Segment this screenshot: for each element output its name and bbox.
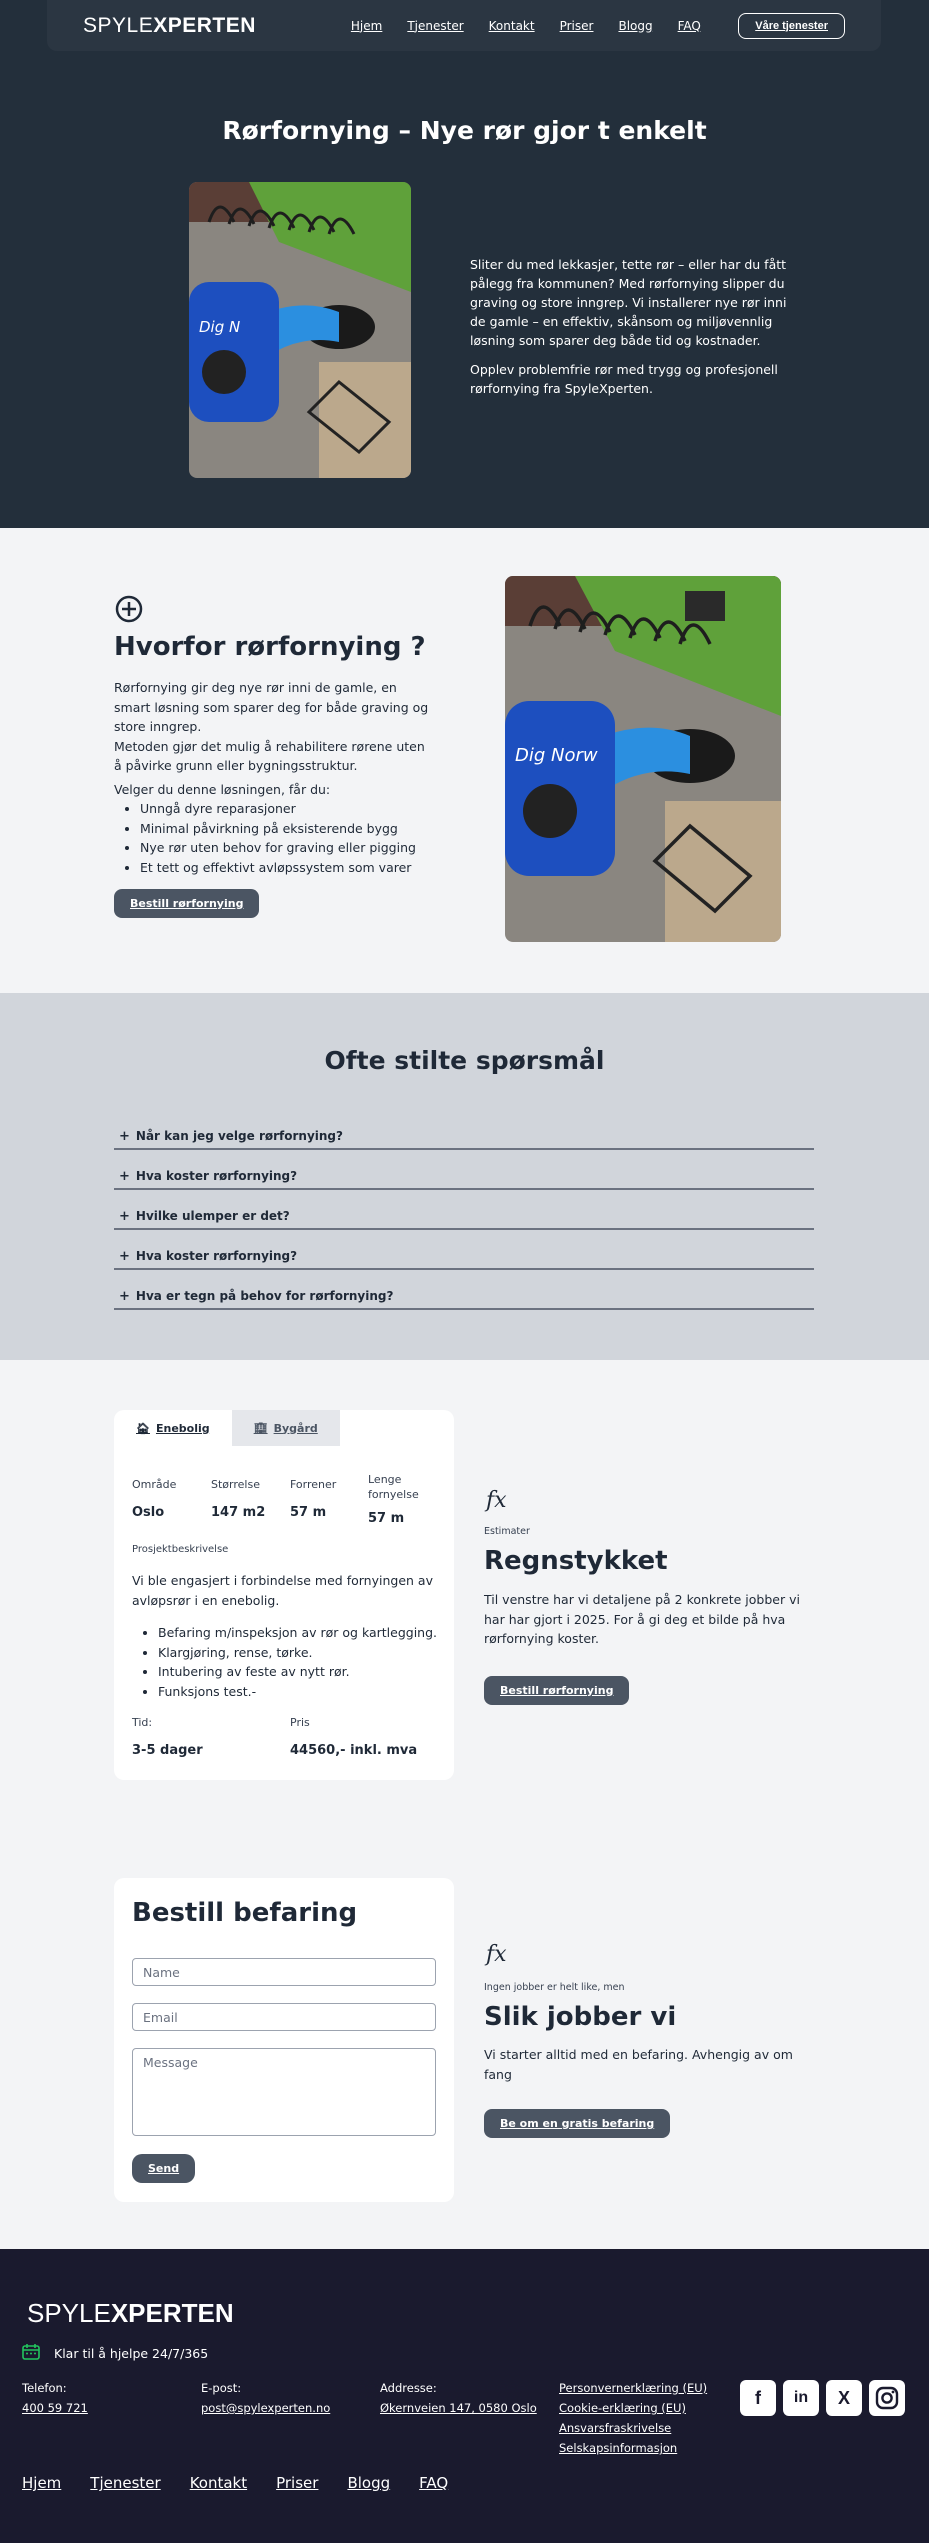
footer-nav-blogg[interactable]: Blogg [347,2474,391,2492]
list-item: • Funksjons test.- [158,1682,468,1702]
plus-icon: + [119,1248,130,1264]
footer-address [380,2378,537,2418]
time-label: Tid: [132,1716,153,1729]
linkedin-icon[interactable]: in [783,2380,819,2416]
list-item: • Nye rør uten behov for graving eller pigging [140,838,434,858]
list-item: • Minimal påvirkning på eksisterende bygg [140,819,434,839]
task-list [158,1623,468,1701]
faq-question: Når kan jeg velge rørfornying? [135,1129,343,1143]
length-value: 57 m [368,1511,405,1526]
pipes-label: Forrener [290,1478,337,1491]
nav-blogg[interactable]: Blogg [618,18,653,33]
length-label: Lenge fornyelse [368,1473,419,1501]
house-icon: 🏠︎ [136,1421,150,1435]
footer-phone [22,2378,88,2418]
company-info-link[interactable]: Selskapsinformasjon [559,2441,678,2455]
footer-nav-kontakt[interactable]: Kontakt [189,2474,248,2492]
address-label: Addresse: [380,2381,437,2395]
order-renewal-button[interactable]: Bestill rørfornying [114,889,259,918]
estimate-eyebrow: Estimater [484,1526,530,1537]
estimate-title: Regnstykket [484,1546,668,1576]
list-item: • Unngå dyre reparasjoner [140,799,434,819]
facebook-icon[interactable]: f [740,2380,776,2416]
footer-email [201,2378,330,2418]
list-item: • Befaring m/inspeksjon av rør og kartlegging. [158,1623,468,1643]
why-image [505,576,781,942]
svg-text:Dig Norw: Dig Norw [515,745,598,766]
nav-priser[interactable]: Priser [559,18,594,33]
pipes-value: 57 m [290,1505,327,1520]
fx-icon: fx [486,1942,507,1967]
fx-icon: fx [486,1488,507,1513]
logo[interactable]: SPYLEXPERTEN [83,13,256,37]
list-item: • Et tett og effektivt avløpssystem som varer [140,858,434,878]
hero-paragraph: Opplev problemfrie rør med trygg og profesjonell rørfornying fra SpyleXperten. [470,362,778,396]
time-value: 3-5 dager [132,1743,203,1758]
footer-logo[interactable]: SPYLEXPERTEN [27,2298,234,2328]
phone-label: Telefon: [22,2381,67,2395]
footer-nav-hjem[interactable]: Hjem [22,2474,62,2492]
hero-text [470,255,790,408]
address-link[interactable]: Økernveien 147, 0580 Oslo [380,2401,537,2415]
footer-nav-tjenester[interactable]: Tjenester [90,2474,161,2492]
footer-nav-priser[interactable]: Priser [276,2474,319,2492]
message-field[interactable] [132,2048,436,2136]
project-tabs [114,1410,454,1446]
why-paragraph: Metoden gjør det mulig å rehabilitere rørene uten å påvirke grunn eller bygningsstruktur. [114,738,425,773]
faq-item[interactable] [114,1284,814,1310]
how-text: Vi starter alltid med en befaring. Avhengig av om fang [484,2047,793,2082]
hero-section [0,0,929,528]
nav-kontakt[interactable]: Kontakt [488,18,535,33]
nav-faq[interactable]: FAQ [677,18,701,33]
faq-item[interactable] [114,1204,814,1230]
list-item: • Klargjøring, rense, tørke. [158,1643,468,1663]
why-title: Hvorfor rørfornying ? [114,632,426,662]
why-paragraph: Velger du denne løsningen, får du: [114,781,331,797]
free-inspection-button[interactable]: Be om en gratis befaring [484,2109,670,2138]
price-label: Pris [290,1716,310,1729]
footer-legal [559,2378,707,2458]
size-label: Størrelse [211,1478,260,1491]
benefit-list [140,799,434,877]
tab-label: Enebolig [155,1421,210,1435]
privacy-link[interactable]: Personvernerklæring (EU) [559,2381,708,2395]
faq-item[interactable] [114,1124,814,1150]
tab-label: Bygård [273,1421,318,1435]
faq-item[interactable] [114,1164,814,1190]
faq-question: Hvilke ulemper er det? [135,1209,290,1223]
desc-label: Prosjektbeskrivelse [132,1544,229,1555]
footer-nav-faq[interactable]: FAQ [419,2474,449,2492]
why-paragraph: Rørfornying gir deg nye rør inni de gamle, en smart løsning som sparer deg for både graving og store inngrep. [114,680,429,734]
send-button[interactable]: Send [132,2154,195,2183]
main-nav [351,19,701,33]
list-item: • Intubering av feste av nytt rør. [158,1662,468,1682]
faq-question: Hva koster rørfornying? [135,1249,298,1263]
nav-tjenester[interactable]: Tjenester [407,18,464,33]
page-title: Rørfornying – Nye rør gjor t enkelt [222,116,707,145]
instagram-icon[interactable] [869,2380,905,2416]
area-label: Område [132,1478,177,1491]
project-description: Vi ble engasjert i forbindelse med fornyingen av avløpsrør i en enebolig. [132,1573,433,1608]
footer-tagline: Klar til å hjelpe 24/7/365 [54,2346,209,2361]
hero-paragraph: Sliter du med lekkasjer, tette rør – eller har du fått pålegg fra kommunen? Med rørfornying slipper du graving og store inngrep. Vi installerer nye rør inni de gamle – en effektiv, skånsom og miljøvennlig løsning som sparer deg både tid og kostnader. [470,257,787,348]
building-icon: 🏢︎ [253,1421,268,1435]
why-body [114,678,434,918]
order-renewal-button[interactable]: Bestill rørfornying [484,1676,629,1705]
tab-bygard[interactable] [232,1410,340,1446]
cookie-link[interactable]: Cookie-erklæring (EU) [559,2401,686,2415]
project-card [114,1410,454,1780]
tab-enebolig[interactable] [114,1410,232,1446]
plus-icon: + [119,1168,130,1184]
price-value: 44560,- inkl. mva [290,1743,418,1758]
faq-question: Hva koster rørfornying? [135,1169,298,1183]
how-title: Slik jobber vi [484,2002,677,2032]
plus-icon: + [119,1128,130,1144]
faq-title: Ofte stilte spørsmål [324,1046,605,1075]
plus-icon: + [119,1208,130,1224]
email-link[interactable]: post@spylexperten.no [201,2401,331,2415]
name-field[interactable]: Name [132,1958,436,1986]
faq-question: Hva er tegn på behov for rørfornying? [135,1289,394,1303]
area-value: Oslo [132,1505,165,1520]
size-value: 147 m2 [211,1505,266,1520]
hero-image [189,182,411,478]
email-field[interactable]: Email [132,2003,436,2031]
plus-circle-icon [114,594,144,628]
x-twitter-icon[interactable]: X [826,2380,862,2416]
footer-nav [22,2474,448,2492]
estimate-text: Til venstre har vi detaljene på 2 konkrete jobber vi har har gjort i 2025. For å gi deg et bilde på hva rørfornying koster. [484,1592,800,1646]
how-eyebrow: Ingen jobber er helt like, men [484,1982,625,1993]
booking-title: Bestill befaring [132,1898,358,1928]
nav-hjem[interactable]: Hjem [350,18,383,33]
calendar-icon [22,2344,40,2364]
svg-text:Dig N: Dig N [199,318,241,336]
faq-item[interactable] [114,1244,814,1270]
disclaimer-link[interactable]: Ansvarsfraskrivelse [559,2421,672,2435]
email-label: E-post: [201,2381,242,2395]
message-placeholder: Message [143,2055,198,2070]
phone-link[interactable]: 400 59 721 [22,2401,88,2415]
plus-icon: + [119,1288,130,1304]
services-button[interactable]: Våre tjenester [738,13,845,39]
top-navbar [47,0,881,51]
